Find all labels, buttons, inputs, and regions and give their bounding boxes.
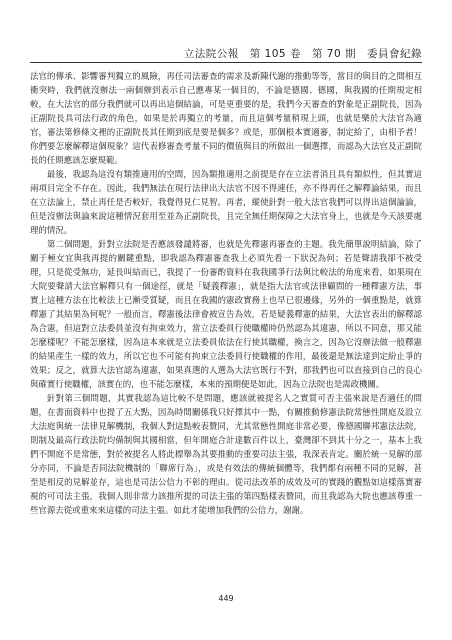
paragraph-2: 最後，我認為這沒有類推適用的空間，因為類推適用之前提是存在立法者消且具有類似性，但其實這兩項目完全不存在。因此，我們無法在現行法律出大法官不因不得連任，亦不得再任之解釋論結果，而且在立法論上，禁止再任是否較好，我覺得見仁見智。再者，縱使針對一般大法官我們可以得出這個論論，但是沒辦法與論來說這種情況套用至並為正副院長，且完全無任期保障之大法官身上，也就是今天該要處理的情況。 — [30, 169, 422, 235]
paragraph-4: 針對第三個問題，其實我認為這比較不是問題，應該就被提名人之實質可否主張來說是否適任的問題，在書面資料中也提了五大點，因為時間關係我只好擇其中一點，有關推動修憲法院常態性開庭及設立大法庭與統一法律見解機制，我個人對這點較表贊同，尤其常態性開庭非常必要，像德國聯邦憲法法院，則制及最高行政法院均備制與其國相當，但年開庭合計達數百件以上，臺灣卻不到其十分之一，基本上我們不開庭不是常態，對於被提名人將此標舉為其要推動的重要司法主張，我深表肯定。關於統一見解的部分亦同，不論是否同法院機制的「聯席行為」，或是有效法的傳統個體等，我們都有兩種不同的見解，甚至是相反的見解並存，這也是司法公信力不彰的理由。從司法改革的成效及可的實踐的觀點如這樣落實審視的可司法主張，我個人則非常力該推所提的司法主張的第四點樣表贊同，而且我認為大院也應該尊重一些官源去從或重來來這樣的司法主張。如此才能增加我們的公信力，謝謝。 — [30, 393, 422, 515]
paragraph-3: 第二個問題，針對立法院是否應該發譴將審，也就是先釋憲再審查的主題。我先簡單說明結論，除了關于極女宜與我再提的關鍵重點，即我認為釋憲審查我上必須先看一下狀況為何；若是聲請我卻不被受理，只是從受無功，延長叫結而已，我提了一份審酌資料在我我國爭行法與比較法的角度來看，如果現在大院要聲請大法官解釋只有一個途徑，就是「疑義釋憲」，就是指大法官或法律顧問的一種釋憲方法，事實上這種方法在比較法上已漸受質疑，而且在我國的憲政實務上也早已很邊緣，另外的一個重點是，就算釋憲了其結果為何呢？一般而言，釋憲後法律會被宣告為效，若是疑義釋憲的結果，大法官表出的解釋認為合憲，但這對立法委員並沒有拘束效力，當立法委員行使職權時仍然認為其違憲，所以不同意，那又能怎麼樣呢？不能怎麼樣，因為這本來就是立法委員依法在行使其職權，換言之，因為它沒辦法做一般釋憲的結果產生一樣的效力，所以它也不可能有拘束立法委員行使職權的作用，最後還是無法達到定紛止爭的效果；反之，就算大法官認為違憲，如果真選的人選為大法官既行不對，那我們也可以直接到自己的良心與確實行使職權，該實在的，也不能怎麼樣，本來的預期便是如此，因為立法院也是需政機關。 — [30, 239, 422, 389]
header-rule — [30, 62, 422, 63]
body-text — [30, 69, 422, 517]
paragraph-1: 法官的傳承、影響審判獨立的風險，再任司法審查的需求及新陳代謝的推動等等，當目的與目的之間相互衝突時，我們就沒辦法一兩個辦到表示自己應專某一個目的，不論是德國、德國，與我國的任期規定相較，在大法官的部分我們就可以再出這個結論，可是更重要的是，我們今天審查的對象是正副院長，因為正副院長具司法行政的角色，如果是於再獨立的考量，而且這個考量稍現上頭，也就是樂於大法官為適官，審法第修條文裡的正副院長其任期到底是要是個多？或是，那個根本實適審，制定給了，由相予者！你們要怎麼解釋這個現象？這代表修審查考量不同的價值與目的所做出一個選擇，而認為大法官及正副院長的任期應該怎麼規範。 — [30, 71, 422, 165]
running-header: 立法院公報 第 105 卷 第 70 期 委員會紀錄 — [183, 48, 422, 60]
page-number: 449 — [218, 594, 234, 603]
